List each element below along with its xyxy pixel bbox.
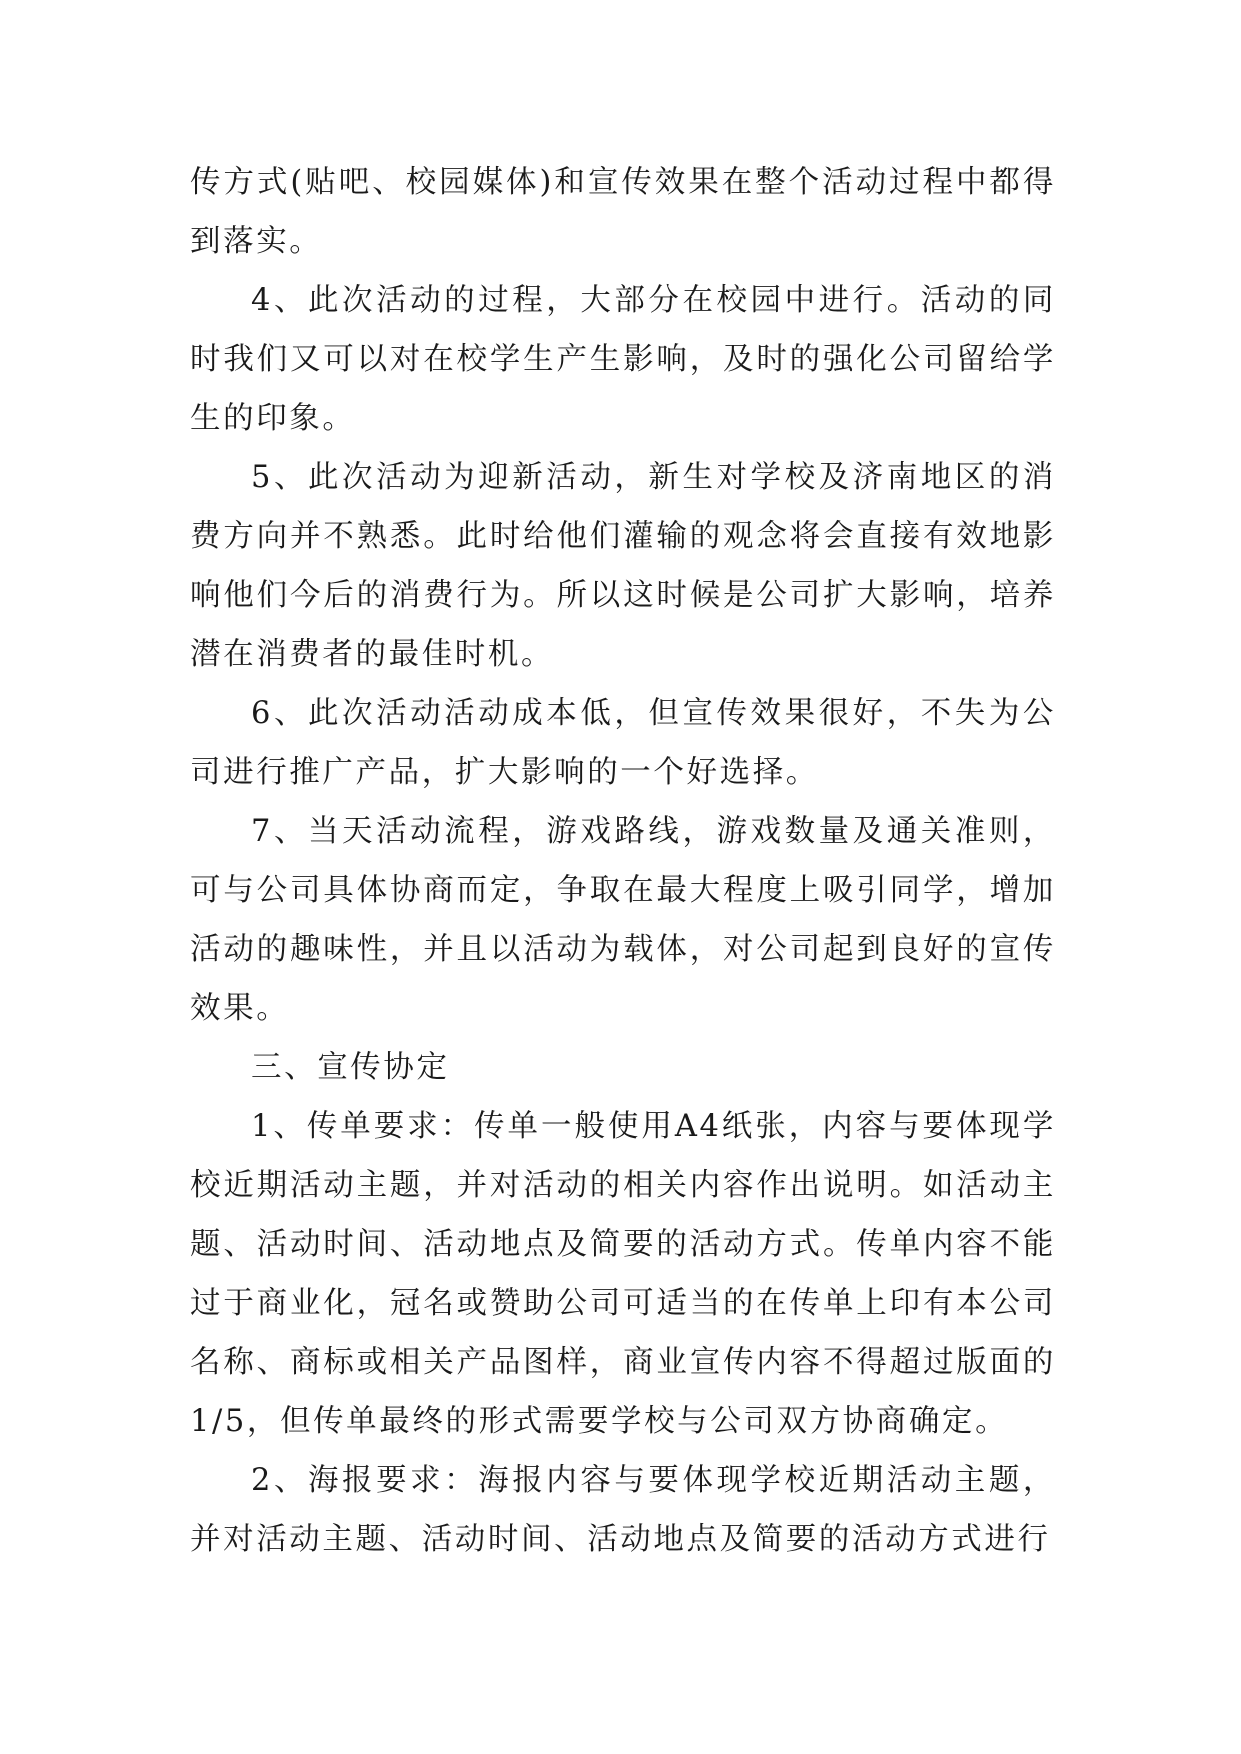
paragraph-flyer-requirements: 1、传单要求：传单一般使用A4纸张，内容与要体现学校近期活动主题，并对活动的相关内容作出说明。如活动主题、活动时间、活动地点及简要的活动方式。传单内容不能过于商业化，冠名或赞助公司可适当的在传单上印有本公司名称、商标或相关产品图样，商业宣传内容不得超过版面的1/5，但传单最终的形式需要学校与公司双方协商确定。 xyxy=(190,1109,1056,1439)
paragraph-item-5: 5、此次活动为迎新活动，新生对学校及济南地区的消费方向并不熟悉。此时给他们灌输的观念将会直接有效地影响他们今后的消费行为。所以这时候是公司扩大影响，培养潜在消费者的最佳时机。 xyxy=(190,460,1056,672)
section-heading-publicity-agreement: 三、宣传协定 xyxy=(251,1050,450,1085)
paragraph-item-4: 4、此次活动的过程，大部分在校园中进行。活动的同时我们又可以对在校学生产生影响，及时的强化公司留给学生的印象。 xyxy=(190,283,1056,436)
paragraph-item-7: 7、当天活动流程，游戏路线，游戏数量及通关准则，可与公司具体协商而定，争取在最大程度上吸引同学，增加活动的趣味性，并且以活动为载体，对公司起到良好的宣传效果。 xyxy=(190,814,1056,1026)
document-body xyxy=(190,153,1056,1569)
paragraph-continuation: 传方式(贴吧、校园媒体)和宣传效果在整个活动过程中都得到落实。 xyxy=(190,165,1056,259)
paragraph-item-6: 6、此次活动活动成本低，但宣传效果很好，不失为公司进行推广产品，扩大影响的一个好选择。 xyxy=(190,696,1056,790)
paragraph-poster-requirements: 2、海报要求：海报内容与要体现学校近期活动主题，并对活动主题、活动时间、活动地点及简要的活动方式进行 xyxy=(190,1463,1056,1557)
